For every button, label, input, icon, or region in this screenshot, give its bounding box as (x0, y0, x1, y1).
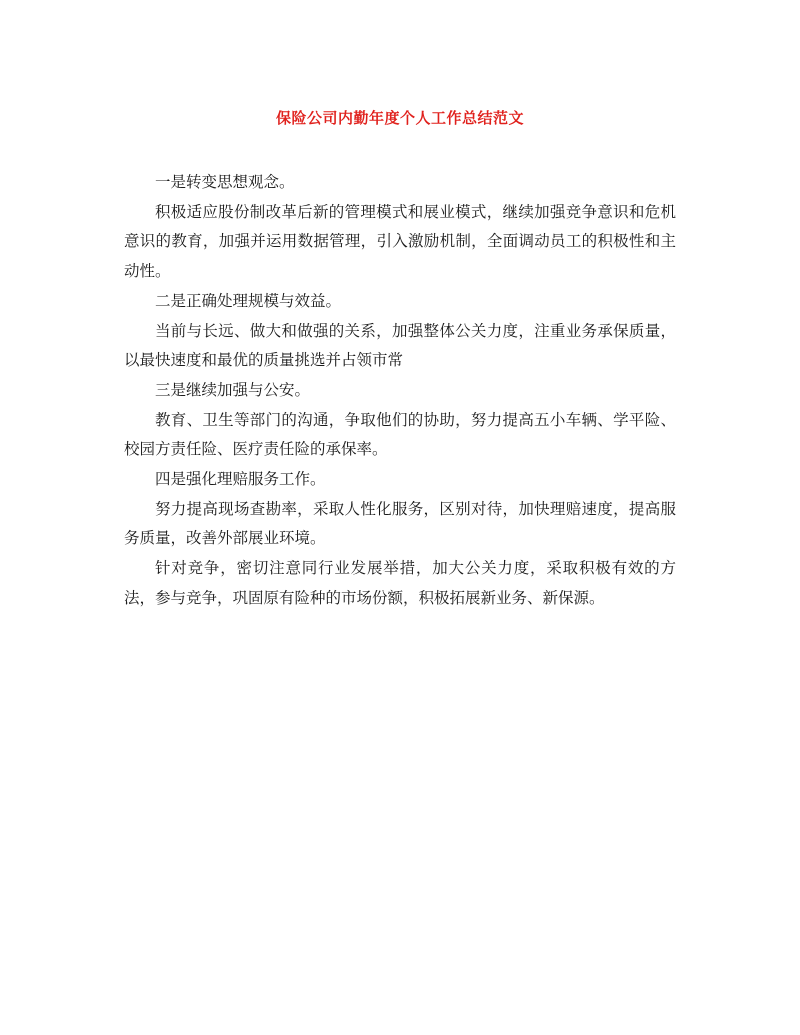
paragraph-3: 二是正确处理规模与效益。 (155, 291, 342, 310)
paragraph-7: 四是强化理赔服务工作。 (155, 470, 326, 489)
document-body (124, 168, 676, 614)
document-title: 保险公司内勤年度个人工作总结范文 (275, 109, 524, 127)
paragraph-2: 积极适应股份制改革后新的管理模式和展业模式，继续加强竞争意识和危机意识的教育，加强并运用数据管理，引入激励机制，全面调动员工的积极性和主动性。 (124, 202, 676, 281)
paragraph-4: 当前与长远、做大和做强的关系，加强整体公关力度，注重业务承保质量，以最快速度和最优的质量挑选并占领市常 (124, 321, 676, 370)
paragraph-1: 一是转变思想观念。 (155, 173, 295, 191)
paragraph-9: 针对竞争，密切注意同行业发展举措，加大公关力度，采取积极有效的方法，参与竞争，巩固原有险种的市场份额，积极拓展新业务、新保源。 (124, 559, 676, 607)
paragraph-6: 教育、卫生等部门的沟通，争取他们的协助，努力提高五小车辆、学平险、校园方责任险、医疗责任险的承保率。 (124, 410, 676, 459)
paragraph-8: 努力提高现场查勘率，采取人性化服务，区别对待，加快理赔速度，提高服务质量，改善外部展业环境。 (124, 499, 676, 548)
paragraph-5: 三是继续加强与公安。 (155, 380, 311, 399)
